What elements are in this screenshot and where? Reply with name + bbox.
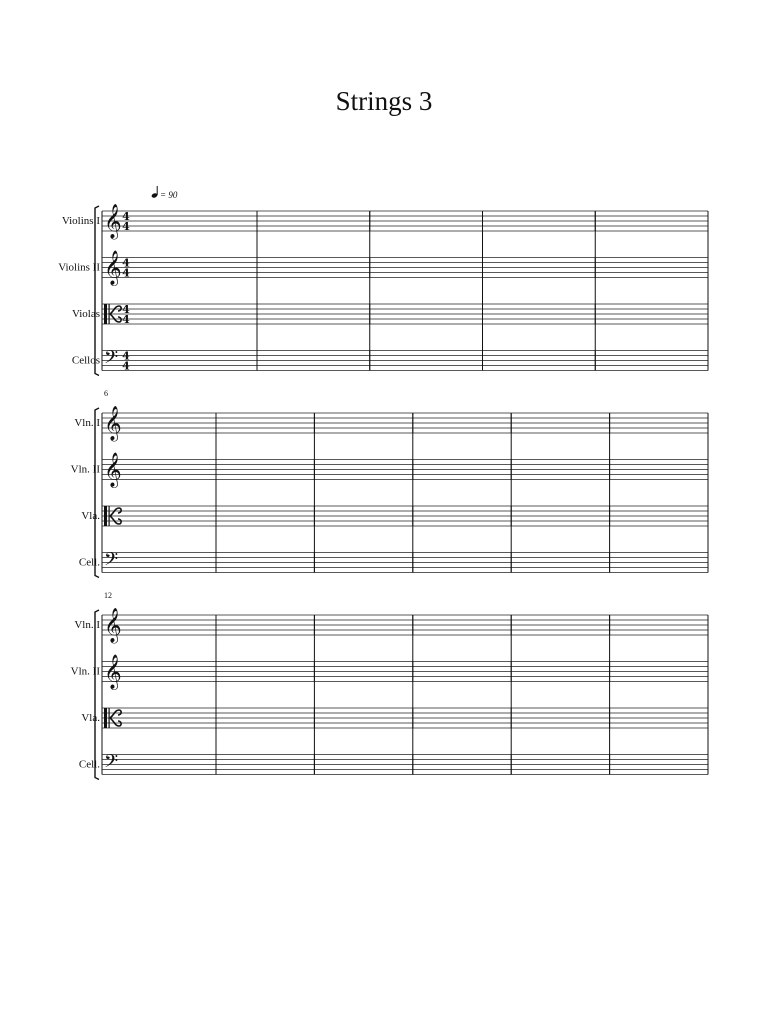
time-signature-numerator: 4 xyxy=(122,349,130,363)
bass-clef-icon: 𝄢 xyxy=(104,751,119,777)
instrument-label: Vln. II xyxy=(70,463,100,476)
treble-clef-icon: 𝄞 xyxy=(104,250,122,286)
instrument-label: Cell. xyxy=(78,556,100,569)
time-signature-numerator: 4 xyxy=(122,210,130,223)
treble-clef-icon: 𝄞 xyxy=(104,654,122,690)
staff-bass xyxy=(72,348,708,373)
instrument-label: Vla. xyxy=(81,712,100,724)
system-2 xyxy=(71,389,708,578)
quarter-note-icon xyxy=(151,186,158,198)
treble-clef-icon: 𝄞 xyxy=(104,452,122,488)
system-3 xyxy=(71,591,708,780)
system-1 xyxy=(58,204,708,376)
staff-treble xyxy=(74,608,708,644)
staff-alto xyxy=(72,303,708,326)
instrument-label: Vln. I xyxy=(74,619,100,631)
time-signature-numerator: 4 xyxy=(122,256,130,270)
time-signature-denominator: 4 xyxy=(122,220,130,233)
staff-treble xyxy=(58,251,708,287)
bass-clef-icon: 𝄢 xyxy=(104,549,119,575)
staff-treble xyxy=(62,204,708,240)
bass-clef-icon: 𝄢 xyxy=(104,347,119,373)
measure-number: 12 xyxy=(104,591,112,600)
measure-number: 6 xyxy=(104,389,108,398)
treble-clef-icon: 𝄞 xyxy=(104,204,122,239)
staff-treble xyxy=(71,453,708,489)
staff-treble xyxy=(74,406,708,442)
time-signature-denominator: 4 xyxy=(122,359,130,373)
score-title: Strings 3 xyxy=(335,86,433,116)
system-bracket xyxy=(95,610,99,780)
staff-alto xyxy=(81,506,708,526)
instrument-label: Violas xyxy=(71,308,100,320)
tempo-text: = 90 xyxy=(160,190,178,200)
instrument-label: Cellos xyxy=(71,354,100,367)
instrument-label: Vla. xyxy=(81,510,100,522)
time-signature-numerator: 4 xyxy=(122,303,130,316)
time-signature-denominator: 4 xyxy=(122,313,130,326)
instrument-label: Cell. xyxy=(78,758,100,771)
staff-bass xyxy=(79,550,708,575)
time-signature-denominator: 4 xyxy=(122,266,130,280)
system-bracket xyxy=(95,206,99,376)
instrument-label: Vln. I xyxy=(74,417,100,429)
instrument-label: Vln. II xyxy=(70,665,100,678)
treble-clef-icon: 𝄞 xyxy=(104,608,122,643)
instrument-label: Violins II xyxy=(58,261,100,274)
system-bracket xyxy=(95,408,99,578)
staff-alto xyxy=(81,708,708,728)
instrument-label: Violins I xyxy=(61,215,100,227)
treble-clef-icon: 𝄞 xyxy=(104,406,122,441)
staff-treble xyxy=(71,655,708,691)
staff-bass xyxy=(79,752,708,777)
tempo-marking xyxy=(151,186,178,200)
